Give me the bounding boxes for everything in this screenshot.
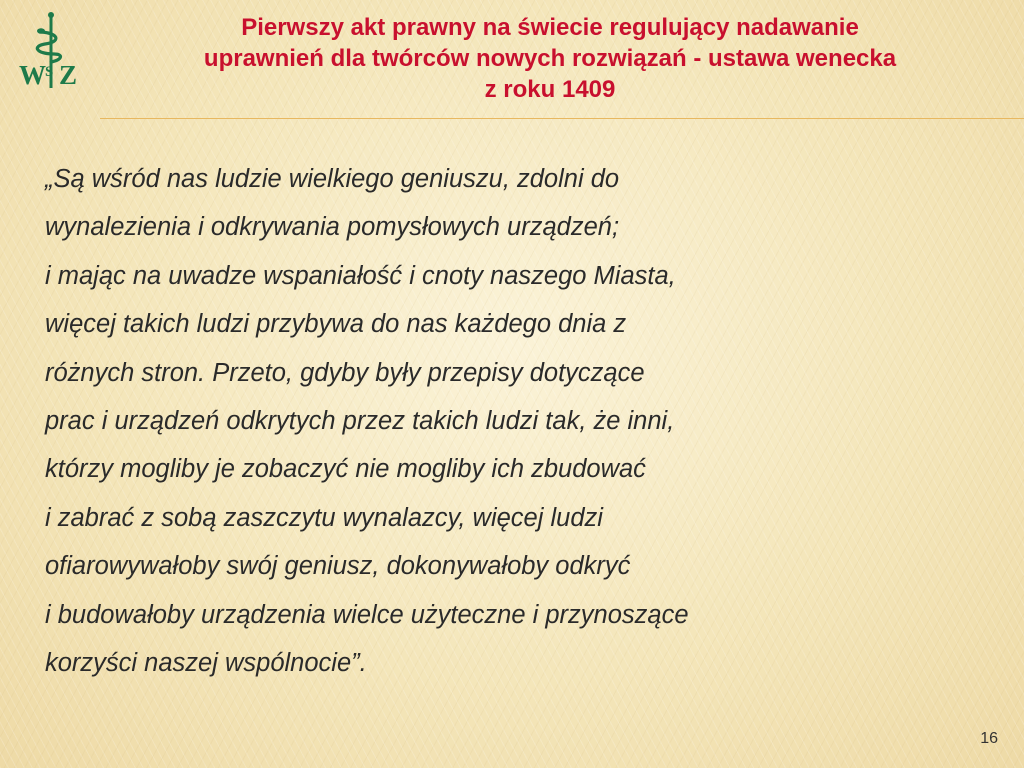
svg-text:Z: Z bbox=[59, 60, 78, 90]
title-line: uprawnień dla twórców nowych rozwiązań - ustawa wenecka bbox=[203, 45, 897, 72]
quote-line: korzyści naszej wspólnocie”. bbox=[45, 649, 367, 678]
quote-line: i budowałoby urządzenia wielce użyteczne i przynoszące bbox=[45, 600, 689, 629]
title-divider bbox=[100, 118, 1024, 119]
caduceus-icon bbox=[18, 10, 84, 96]
quote-line: i mając na uwadze wspaniałość i cnoty naszego Miasta, bbox=[45, 261, 676, 290]
title-line: z roku 1409 bbox=[484, 76, 616, 103]
quote-body bbox=[45, 155, 995, 687]
page-number: 16 bbox=[980, 730, 998, 747]
quote-line: prac i urządzeń odkrytych przez takich ludzi tak, że inni, bbox=[45, 407, 675, 436]
quote-line: więcej takich ludzi przybywa do nas każdego dnia z bbox=[45, 310, 627, 339]
quote-line: „Są wśród nas ludzie wielkiego geniuszu, zdolni do bbox=[45, 165, 620, 193]
quote-line: ofiarowywałoby swój geniusz, dokonywałoby odkryć bbox=[45, 552, 631, 581]
slide-title bbox=[110, 12, 990, 105]
svg-text:W: W bbox=[19, 60, 46, 90]
quote-line: którzy mogliby je zobaczyć nie mogliby ich zbudować bbox=[45, 455, 646, 484]
quote-line: i zabrać z sobą zaszczytu wynalazcy, więcej ludzi bbox=[45, 503, 603, 532]
title-line: Pierwszy akt prawny na świecie regulujący nadawanie bbox=[241, 14, 859, 41]
svg-text:S: S bbox=[45, 64, 54, 80]
quote-line: wynalezienia i odkrywania pomysłowych urządzeń; bbox=[45, 213, 620, 242]
wsz-logo bbox=[18, 10, 84, 96]
quote-line: różnych stron. Przeto, gdyby były przepisy dotyczące bbox=[45, 358, 645, 387]
